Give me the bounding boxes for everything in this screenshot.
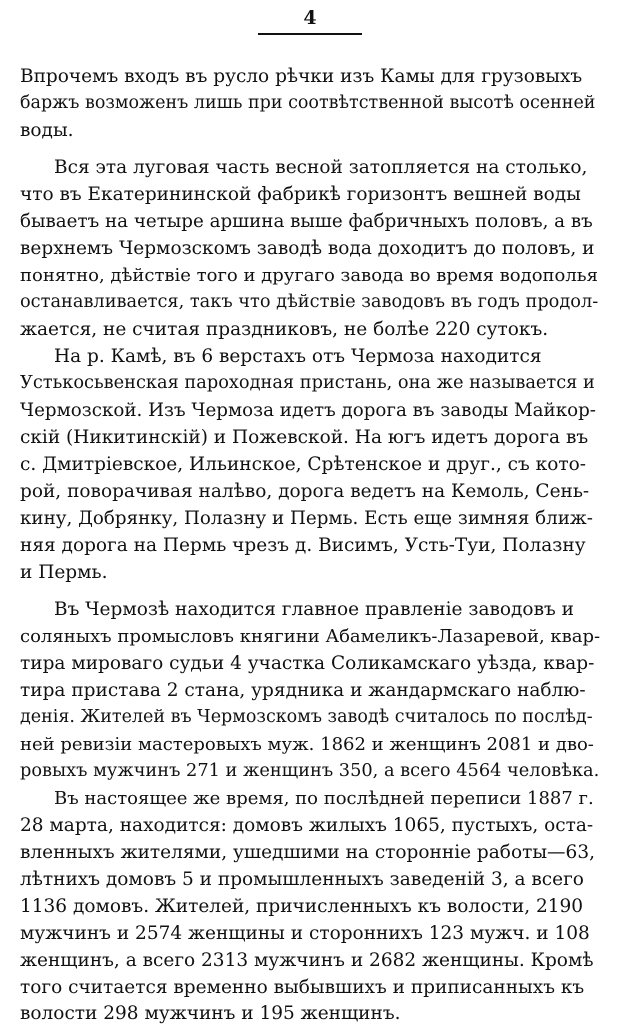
text-line: что въ Екатерининской фабрикѣ горизонтъ вешней воды — [20, 184, 581, 205]
text-line: кину, Добрянку, Полазну и Пермь. Есть еще зимняя ближ- — [20, 508, 593, 529]
text-line: и Пермь. — [20, 562, 108, 583]
page-number: 4 — [303, 7, 317, 29]
text-line: На р. Камѣ, въ 6 верстахъ отъ Чермоза находится — [54, 346, 542, 367]
text-line: Вся эта луговая часть весной затопляется на столько, — [54, 157, 588, 178]
text-line: соляныхъ промысловъ княгини Абамеликъ-Лазаревой, квар- — [20, 626, 601, 647]
text-line: того считается временно выбывшихъ и приписанныхъ къ — [20, 977, 585, 998]
text-line: мужчинъ и 2574 женщины и стороннихъ 123 мужч. и 108 — [20, 923, 590, 944]
text-line: верхнемъ Чермозскомъ заводѣ вода доходитъ до половъ, и — [20, 238, 595, 259]
text-line: жается, не считая праздниковъ, не болѣе 220 сутокъ. — [20, 319, 549, 340]
text-line: с. Дмитріевское, Ильинское, Срѣтенское и друг., съ кото- — [20, 454, 586, 475]
text-line: Въ Чермозѣ находится главное правленіе заводовъ и — [54, 599, 574, 620]
text-line: денія. Жителей въ Чермозскомъ заводѣ считалось по послѣд- — [20, 707, 593, 727]
text-line: женщинъ, а всего 2313 мужчинъ и 2682 женщины. Кромѣ — [20, 950, 594, 971]
text-line: Чермозской. Изъ Чермоза идетъ дорога въ заводы Майкор- — [20, 400, 596, 421]
text-line: Впрочемъ входъ въ русло рѣчки изъ Камы для грузовыхъ — [20, 66, 583, 87]
text-line: Устькосьвенская пароходная пристань, она же называется и — [20, 373, 595, 393]
text-line: понятно, дѣйствіе того и другаго завода во время водополья — [20, 265, 598, 286]
text-line: тира пристава 2 стана, урядника и жандармскаго наблю- — [20, 680, 586, 701]
text-line: останавливается, такъ что дѣйствіе заводовъ въ годъ продол- — [20, 292, 599, 312]
text-line: тира мироваго судьи 4 участка Соликамскаго уѣзда, квар- — [20, 653, 595, 674]
text-line: няя дорога на Пермь чрезъ д. Висимъ, Усть-Туи, Полазну — [20, 535, 586, 556]
text-line: вленныхъ жителями, ушедшими на сторонніе работы—63, — [20, 842, 595, 863]
text-line: лѣтнихъ домовъ 5 и промышленныхъ заведеній 3, а всего — [20, 869, 584, 890]
text-line: 1136 домовъ. Жителей, причисленныхъ къ волости, 2190 — [20, 896, 584, 917]
text-line: баржъ возможенъ лишь при соотвѣтственной высотѣ осенней — [20, 93, 596, 113]
text-line: ровыхъ мужчинъ 271 и женщинъ 350, а всего 4564 человѣка. — [20, 761, 600, 781]
page-number-underline — [258, 33, 362, 35]
text-line: рой, поворачивая налѣво, дорога ведетъ на Кемоль, Сень- — [20, 481, 590, 502]
text-line: воды. — [20, 120, 74, 141]
text-line: Въ настоящее же время, по послѣдней переписи 1887 г. — [54, 788, 594, 809]
text-line: 28 марта, находится: домовъ жилыхъ 1065, пустыхъ, оста- — [20, 815, 594, 836]
text-line: ней ревизіи мастеровыхъ муж. 1862 и женщинъ 2081 и дво- — [20, 734, 594, 755]
text-line: скій (Никитинскій) и Пожевской. На югъ идетъ дорога въ — [20, 427, 589, 448]
text-line: волости 298 мужчинъ и 195 женщинъ. — [20, 1003, 401, 1024]
text-line: бываетъ на четыре аршина выше фабричныхъ половъ, а въ — [20, 211, 593, 232]
